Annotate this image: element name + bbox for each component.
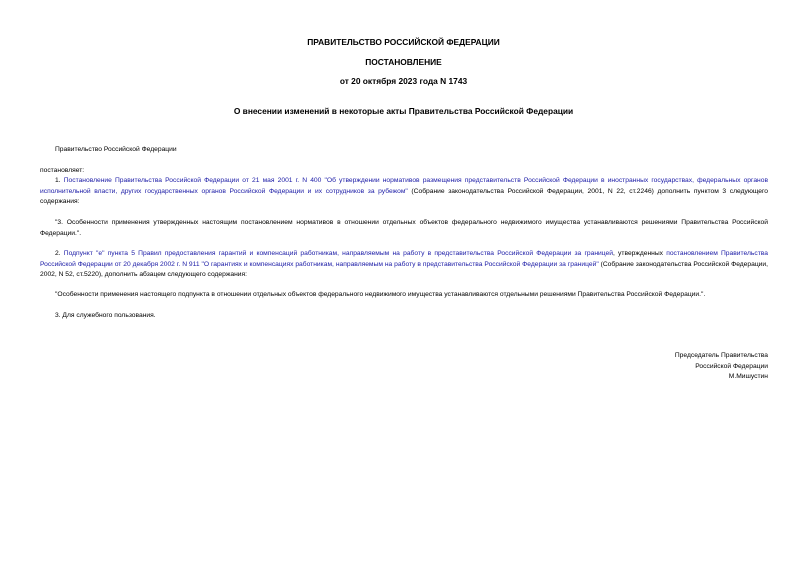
quote-2-paragraph: "Особенности применения настоящего подпункта в отношении отдельных объектов федерального недвижимого имущества устанавливаются отдельными решениями Правительства Российской Федерации.".	[55, 291, 706, 298]
quote-1-paragraph: "3. Особенности применения утвержденных настоящим постановлением нормативов в отношении отдельных объектов федерального недвижимого имущества устанавливаются решениями Правительства Российской Федерации.".	[40, 219, 768, 237]
signature-title-line: Председатель Правительства	[674, 352, 768, 359]
item-2-rules-link[interactable]: Подпункт "е" пункта 5 Правил предоставления гарантий и компенсаций работникам, направляемым на работу в представительства Российской Федерации за границей	[63, 250, 613, 257]
intro-text: Правительство Российской Федерации	[55, 146, 177, 153]
item-1-prefix: 1.	[55, 177, 64, 184]
item-2-rest: (Собрание законодательства Российской Федерации, 2002, N 52, ст.5220), дополнить абзацем следующего содержания:	[40, 260, 768, 278]
decree-word: постановляет:	[40, 167, 85, 174]
document-title: О внесении изменений в некоторые акты Правительства Российской Федерации	[233, 106, 574, 116]
document-type-heading: ПОСТАНОВЛЕНИЕ	[365, 57, 442, 67]
item-3-paragraph: 3. Для служебного пользования.	[55, 312, 156, 319]
item-2-prefix: 2.	[55, 250, 64, 257]
date-number-heading: от 20 октября 2023 года N 1743	[339, 76, 468, 86]
item-1-resolution-link[interactable]: Постановление Правительства Российской Федерации от 21 мая 2001 г. N 400 "Об утверждении нормативов размещения представительств Российской Федерации в иностранных государствах, федеральных органов исполнительной власти, других государственных органов Российской Федерации и их сотрудников за рубежом"	[40, 177, 769, 195]
item-2-middle: , утвержденных	[613, 250, 667, 257]
item-1-paragraph	[40, 176, 768, 208]
signature-country-line: Российской Федерации	[695, 363, 768, 370]
item-2-paragraph	[40, 249, 768, 281]
item-1-rest: (Собрание законодательства Российской Федерации, 2001, N 22, ст.2246) дополнить пунктом 3 следующего содержания:	[40, 187, 769, 205]
item-2-resolution-link[interactable]: постановлением Правительства Российской Федерации от 20 декабря 2002 г. N 911 "О гарантиях и компенсациях работникам, направляемым на работу в представительства Российской Федерации за границей"	[40, 250, 768, 268]
government-heading: ПРАВИТЕЛЬСТВО РОССИЙСКОЙ ФЕДЕРАЦИИ	[307, 37, 500, 47]
signature-name: М.Мишустин	[728, 373, 768, 380]
